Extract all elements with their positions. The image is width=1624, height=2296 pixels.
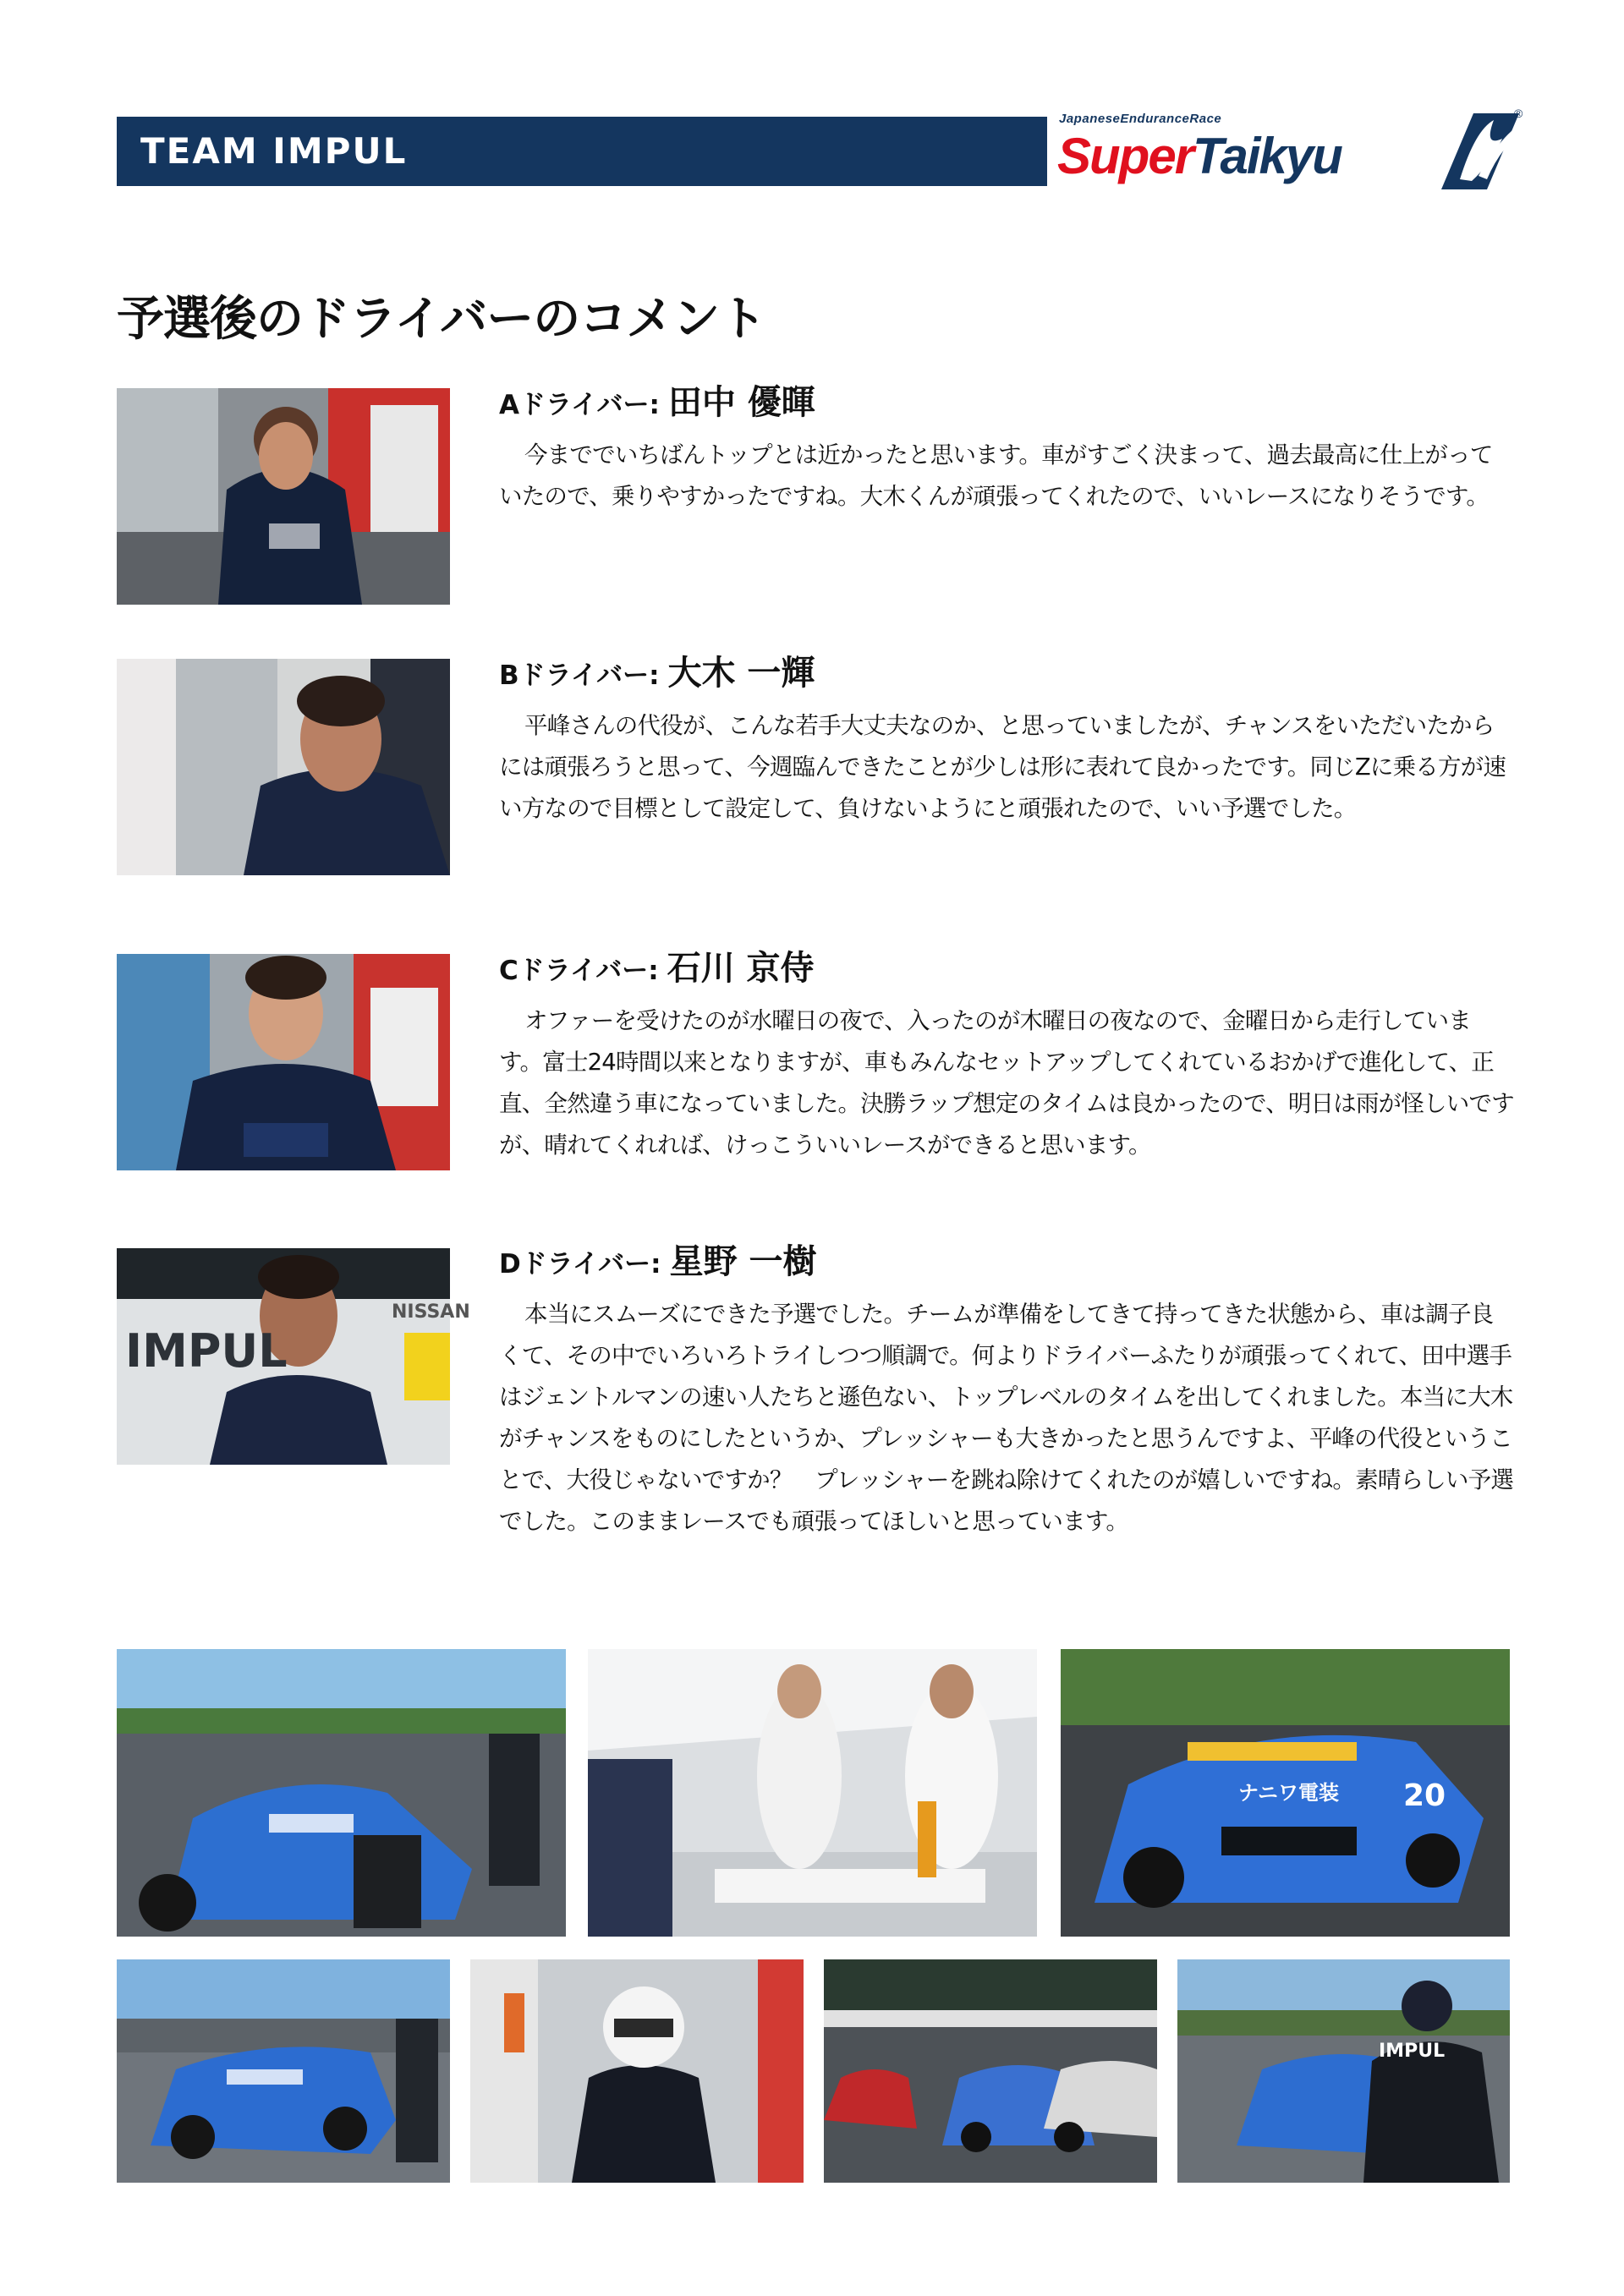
driver-d-heading bbox=[499, 1236, 1514, 1287]
driver-a-photo bbox=[117, 388, 450, 605]
gallery-photo-pit-lane bbox=[117, 1959, 450, 2183]
nissan-wall-text: NISSAN bbox=[392, 1301, 470, 1323]
logo-word-super: Super bbox=[1057, 128, 1193, 184]
super-taikyu-logo bbox=[1057, 107, 1531, 195]
driver-d-role: Dドライバー: bbox=[499, 1249, 661, 1280]
driver-b-heading bbox=[499, 648, 1514, 699]
driver-d-name: 星野 一樹 bbox=[669, 1242, 817, 1281]
logo-emblem-icon bbox=[1435, 113, 1519, 189]
gallery-photo-team-tent bbox=[588, 1649, 1037, 1937]
driver-c-block bbox=[499, 943, 1514, 1166]
logo-registered-mark: ® bbox=[1514, 107, 1523, 120]
gallery-photo-pit-crew bbox=[1177, 1959, 1510, 2183]
driver-b-block bbox=[499, 648, 1514, 830]
gallery-photo-race-pack bbox=[824, 1959, 1157, 2183]
driver-a-comment: 今まででいちばんトップとは近かったと思います。車がすごく決まって、過去最高に仕上がっていたので、乗りやすかったですね。大木くんが頑張ってくれたので、いいレースになりそうです。 bbox=[499, 441, 1493, 510]
driver-b-role: Bドライバー: bbox=[499, 660, 660, 691]
logo-word-taikyu: Taikyu bbox=[1193, 128, 1341, 184]
section-title: 予選後のドライバーのコメント bbox=[117, 292, 766, 347]
driver-a-name: 田中 優暉 bbox=[667, 383, 815, 422]
driver-d-photo bbox=[117, 1248, 470, 1465]
driver-b-comment: 平峰さんの代役が、こんな若手大丈夫なのか、と思っていましたが、チャンスをいただいたからには頑張ろうと思って、今週臨んできたことが少しは形に表れて良かったです。同じZに乗る方が速い方なので目標として設定して、負けないようにと頑張れたので、いい予選でした。 bbox=[499, 712, 1506, 822]
header-bar bbox=[117, 117, 1047, 186]
impul-wall-text: IMPUL bbox=[125, 1324, 288, 1378]
logo-wordmark bbox=[1057, 127, 1341, 186]
driver-d-comment: 本当にスムーズにできた予選でした。チームが準備をしてきて持ってきた状態から、車は調子良くて、その中でいろいろトライしつつ順調で。何よりドライバーふたりが頑張ってくれて、田中選手はジェントルマンの速い人たちと遜色ない、トップレベルのタイムを出してくれました。本当に大木がチャンスをものにしたというか、プレッシャーも大きかったと思うんですよ、平峰の代役ということで、大役じゃないですか？ プレッシャーを跳ね除けてくれたのが嬉しいですね。素晴らしい予選でした。このままレースでも頑張ってほしいと思っています。 bbox=[499, 1301, 1514, 1535]
team-title: TEAM IMPUL bbox=[140, 130, 408, 172]
driver-c-photo bbox=[117, 954, 450, 1170]
driver-b-name: 大木 一輝 bbox=[667, 654, 815, 693]
car-number-text: 20 bbox=[1403, 1778, 1446, 1813]
driver-a-block bbox=[499, 377, 1514, 518]
driver-c-role: Cドライバー: bbox=[499, 956, 659, 986]
driver-c-name: 石川 京侍 bbox=[667, 949, 815, 988]
driver-b-photo bbox=[117, 659, 450, 875]
driver-a-role: Aドライバー: bbox=[499, 390, 660, 420]
driver-c-comment: オファーを受けたのが水曜日の夜で、入ったのが木曜日の夜なので、金曜日から走行しています。富士24時間以来となりますが、車もみんなセットアップしてくれているおかげで進化して、正直、全然違う車になっていました。決勝ラップ想定のタイムは良かったので、明日は雨が怪しいですが、晴れてくれれば、けっこういいレースができると思います。 bbox=[499, 1007, 1514, 1159]
gallery-photo-pit-stop bbox=[117, 1649, 566, 1937]
gallery-photo-car-on-track bbox=[1061, 1649, 1510, 1937]
car-sponsor-text: ナニワ電装 bbox=[1238, 1781, 1340, 1805]
driver-a-heading bbox=[499, 377, 1514, 428]
driver-c-heading bbox=[499, 943, 1514, 994]
driver-d-block bbox=[499, 1236, 1514, 1543]
crew-impul-text: IMPUL bbox=[1379, 2041, 1446, 2062]
logo-tagline: JapaneseEnduranceRace bbox=[1059, 112, 1222, 126]
gallery-photo-driver-helmet bbox=[470, 1959, 804, 2183]
